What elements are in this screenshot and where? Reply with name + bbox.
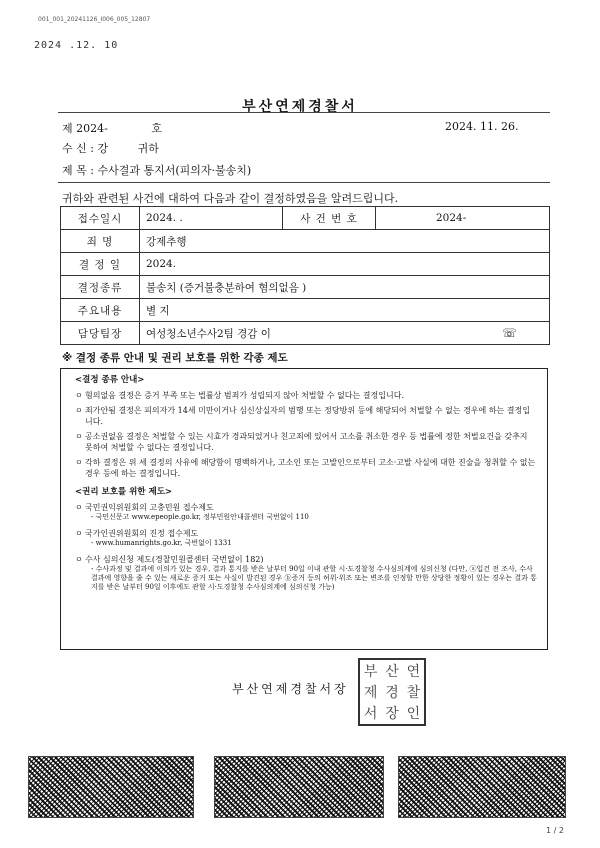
decision-guide-item: 죄가안됨 결정은 피의자가 14세 미만이거나 심신상실자의 범행 또는 정당방위 등에 해당되어 처벌할 수 없는 경우에 하는 결정입니다. [85, 406, 530, 426]
barcode-block [214, 756, 384, 818]
main-content-label: 주요내용 [61, 299, 140, 322]
seal-char: 찰 [406, 684, 421, 701]
charge-value: 강제추행 [140, 230, 550, 253]
decision-type-label: 결정종류 [61, 276, 140, 299]
list-item: ㅇ 죄가안됨 결정은 피의자가 14세 미만이거나 심신상실자의 범행 또는 정당방위 등에 해당되어 처벌할 수 없는 경우에 하는 결정입니다. [75, 405, 537, 427]
table-row [61, 276, 550, 299]
decision-date-label: 결 정 일 [61, 253, 140, 276]
seal-char: 경 [385, 684, 399, 701]
document-number-prefix: 제 2024- [62, 122, 108, 135]
document-title: 부산연제경찰서 [242, 99, 358, 115]
seal-char: 제 [363, 684, 378, 701]
intro-text: 귀하와 관련된 사건에 대하여 다음과 같이 결정하였음을 알려드립니다. [62, 192, 399, 205]
phone-icon: ☏ [502, 326, 518, 340]
main-content-value: 별 지 [140, 299, 550, 322]
list-item: ㅇ 혐의없음 결정은 증거 부족 또는 법률상 범죄가 성립되지 않아 처벌할 수 없다는 결정입니다. [75, 391, 404, 400]
decision-guide-heading: <결정 종류 안내> [75, 375, 145, 385]
barcode-block [28, 756, 194, 818]
receipt-stamp-date: 2024 .12. 10 [34, 40, 119, 51]
page-number: 1 / 2 [546, 826, 564, 835]
document-date: 2024. 11. 26. [445, 120, 519, 133]
info-table [60, 206, 550, 345]
official-seal [358, 658, 426, 726]
received-value: 2024. . [140, 207, 283, 230]
charge-label: 죄 명 [61, 230, 140, 253]
subject: 제 목 : 수사결과 통지서(피의자·불송치) [62, 164, 252, 177]
rights-item-detail: - 수사과정 및 결과에 이의가 있는 경우, 결과 통지를 받은 날부터 90일 이내 관할 시·도경찰청 수사심의계에 심의신청 (다만, ⓐ입건 전 조사, 수사 결과에 영향을 줄 수 있는 새로운 증거 또는 사실이 발견된 경우 ⓑ증거 등의 허위·위조 또는 변조를 인정할 만한 상당한 정황이 있는 경우는 결과 통지를 받은 날부터 90일 이후에도 관할 시·도경찰청 수사심의계에 심의신청 가능) [91, 565, 537, 591]
list-item: ㅇ 국민권익위원회의 고충민원 접수제도 - 국민신문고 www.epeople.go.kr, 정부민원안내콜센터 국번없이 110 [75, 503, 309, 521]
seal-char: 장 [385, 706, 399, 723]
decision-guide-item: 공소권없음 결정은 처벌할 수 있는 시효가 경과되었거나 친고죄에 있어서 고소를 취소한 경우 등 법률에 정한 처벌요건을 갖추지 못하여 처벌할 수 없다는 결정입니다. [85, 432, 528, 452]
officer-value: 여성청소년수사2팀 경감 이 [146, 327, 271, 340]
case-number-label: 사 건 번 호 [283, 207, 376, 230]
officer-value-cell [140, 322, 550, 345]
seal-char: 연 [406, 663, 421, 680]
recipient-suffix: 귀하 [137, 142, 159, 155]
notice-title: ※ 결정 종류 안내 및 권리 보호를 위한 각종 제도 [62, 352, 288, 364]
guidance-box [60, 368, 548, 650]
title-rule [58, 112, 550, 113]
decision-type-value: 불송치 (증거불충분하여 혐의없음 ) [140, 276, 550, 299]
case-number-value: 2024- [376, 207, 550, 230]
decision-date-value: 2024. [140, 253, 550, 276]
rights-item-title: 국민권익위원회의 고충민원 접수제도 [85, 503, 214, 512]
list-item: ㅇ 공소권없음 결정은 처벌할 수 있는 시효가 경과되었거나 친고죄에 있어서 고소를 취소한 경우 등 법률에 정한 처벌요건을 갖추지 못하여 처벌할 수 없다는 결정입니다. [75, 431, 537, 453]
issuer-name: 부산연제경찰서장 [232, 682, 349, 696]
officer-label: 담당팀장 [61, 322, 140, 345]
decision-guide-item: 혐의없음 결정은 증거 부족 또는 법률상 범죄가 성립되지 않아 처벌할 수 없다는 결정입니다. [85, 391, 404, 400]
rights-guide-heading: <권리 보호를 위한 제도> [75, 487, 173, 497]
seal-char: 서 [363, 706, 378, 723]
seal-char: 부 [363, 663, 378, 680]
list-item: ㅇ 수사 심의신청 제도(경찰민원콜센터 국번없이 182) - 수사과정 및 결과에 이의가 있는 경우, 결과 통지를 받은 날부터 90일 이내 관할 시·도경찰청 수사심의계에 심의신청 (다만, ⓐ입건 전 조사, 수사 결과에 영향을 줄 수 있는 새로운 증거 또는 사실이 발견된 경우 ⓑ증거 등의 허위·위조 또는 변조를 인정할 만한 상당한 정황이 있는 경우는 결과 통지를 받은 날부터 90일 이후에도 관할 시·도경찰청 수사심의계에 심의신청 가능) [75, 555, 537, 591]
rights-item-detail: - www.humanrights.go.kr, 국번없이 1331 [91, 539, 232, 547]
decision-guide-item: 각하 결정은 위 세 결정의 사유에 해당함이 명백하거나, 고소인 또는 고발인으로부터 고소·고발 사실에 대한 진술을 청취할 수 없는 경우 등에 하는 결정입니다. [85, 458, 536, 478]
table-row [61, 253, 550, 276]
recipient [62, 140, 159, 156]
rights-item-detail: - 국민신문고 www.epeople.go.kr, 정부민원안내콜센터 국번없이 110 [91, 513, 309, 521]
recipient-label: 수 신 : 강 [62, 142, 109, 155]
document-number-suffix: 호 [151, 122, 162, 135]
document-code: 001_001_20241126_I006_005_12807 [38, 16, 151, 23]
barcode-block [398, 756, 566, 818]
table-row [61, 322, 550, 345]
header-rule [58, 182, 550, 183]
list-item: ㅇ 각하 결정은 위 세 결정의 사유에 해당함이 명백하거나, 고소인 또는 고발인으로부터 고소·고발 사실에 대한 진술을 청취할 수 없는 경우 등에 하는 결정입니다. [75, 458, 536, 478]
rights-item-title: 수사 심의신청 제도(경찰민원콜센터 국번없이 182) [85, 555, 264, 564]
table-row [61, 230, 550, 253]
table-row [61, 299, 550, 322]
seal-char: 인 [406, 706, 421, 723]
list-item: ㅇ 국가인권위원회의 진정 접수제도 - www.humanrights.go.kr, 국번없이 1331 [75, 529, 232, 547]
document-number [62, 120, 162, 136]
seal-char: 산 [385, 663, 399, 680]
received-label: 접수일시 [61, 207, 140, 230]
table-row [61, 207, 550, 230]
rights-item-title: 국가인권위원회의 진정 접수제도 [85, 529, 199, 538]
